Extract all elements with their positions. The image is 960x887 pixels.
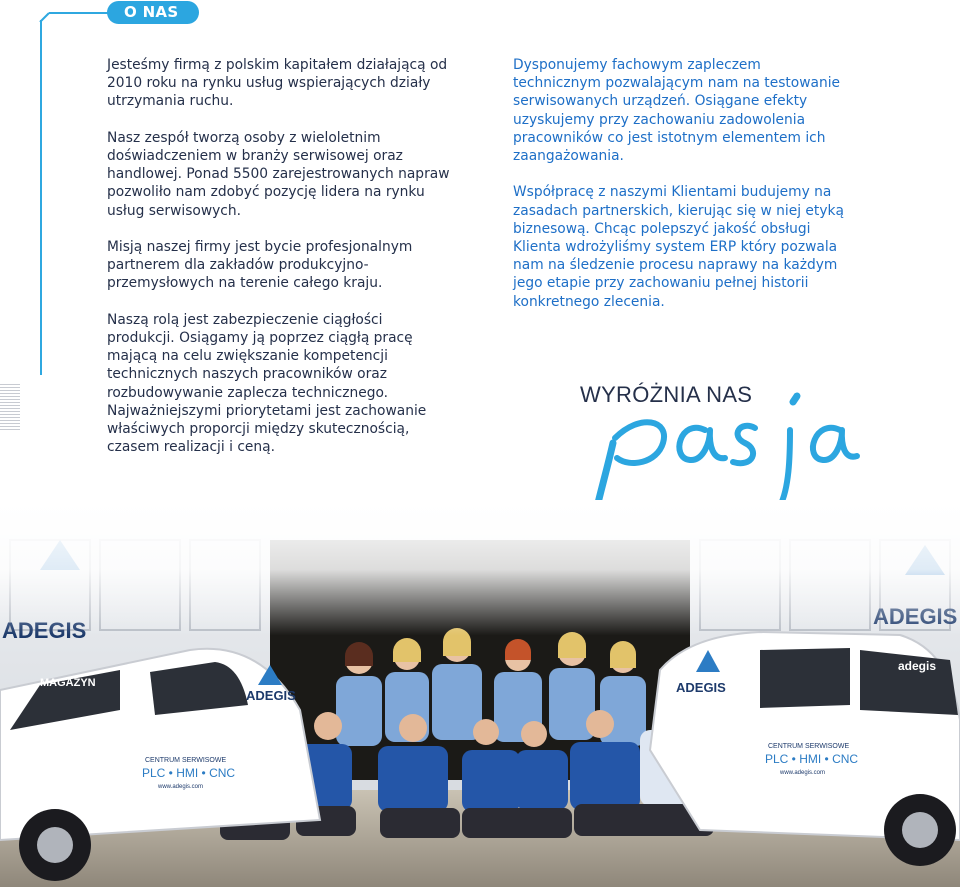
side-decoration-lines: [0, 384, 20, 432]
paragraph-team: Nasz zespół tworzą osoby z wieloletnim doświadczeniem w branży serwisowej oraz handlowej. Ponad 5500 zarejestrowanych napraw pozwoliło nam zdobyć pozycję lidera na rynku usług serwisowych.: [107, 129, 450, 219]
paragraph-mission: Misją naszej firmy jest bycie profesjonalnym partnerem dla zakładów produkcyjno-przemysłowych na terenie całego kraju.: [107, 239, 413, 292]
paragraph-facilities: Dysponujemy fachowym zapleczem technicznym pozwalającym nam na testowanie serwisowanych urządzeń. Osiągane efekty uzyskujemy przy zachowaniu zadowolenia pracowników co jest istotnym elementem ich zaangażowania.: [513, 57, 841, 165]
frame-line-left: [40, 20, 42, 375]
paragraph-role: Naszą rolą jest zabezpieczenie ciągłości produkcji. Osiągamy ją poprzez ciągłą pracę mającą na celu zwiększanie kompetencji technicznych naszych pracowników oraz rozbudowywanie zaplecza technicznego. Najważniejszymi priorytetami jest zachowanie właściwych proporcji między skutecznością, czasem realizacji i ceną.: [107, 311, 427, 456]
paragraph-partnership: Współpracę z naszymi Klientami budujemy na zasadach partnerskich, kierując się w niej etyką biznesową. Chcąc polepszyć jakość obsługi Klienta wdrożyliśmy system ERP który pozwala nam na śledzenie procesu naprawy na każdym jego etapie przy zachowaniu pełnej historii konkretnego zlecenia.: [513, 184, 844, 310]
right-text-column: [513, 56, 853, 329]
tagline-heading: WYRÓŻNIA NAS: [580, 382, 753, 407]
team-photo: [0, 500, 960, 887]
frame-line-top: [49, 12, 111, 14]
frame-corner: [38, 10, 52, 24]
paragraph-intro: Jesteśmy firmą z polskim kapitałem działającą od 2010 roku na rynku usług wspierających działy utrzymania ruchu.: [107, 57, 448, 110]
left-text-column: [107, 56, 452, 475]
section-tab-o-nas: O NAS: [107, 1, 199, 24]
